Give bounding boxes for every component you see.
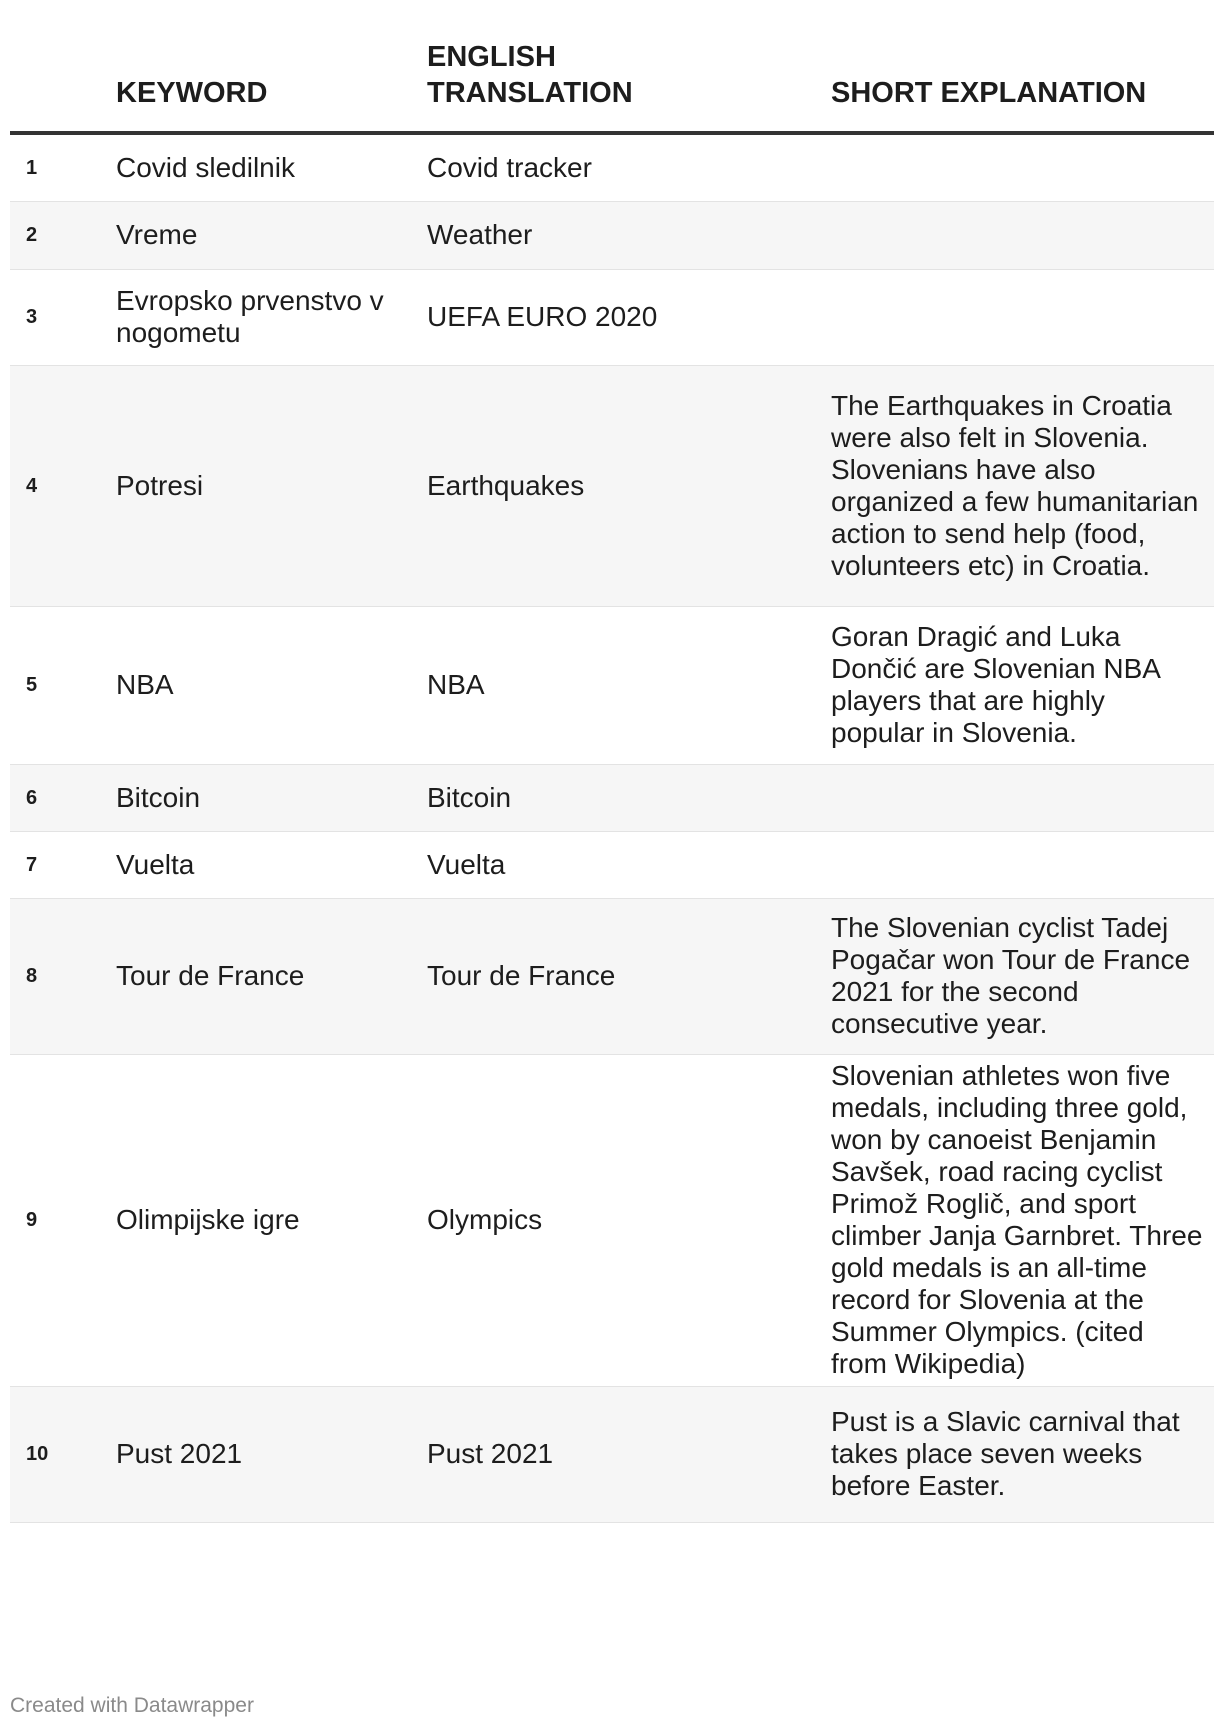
row-rank: 4 <box>10 365 116 606</box>
row-explanation <box>831 831 1214 898</box>
header-explanation[interactable]: SHORT EXPLANATION <box>831 0 1214 133</box>
keyword-table-container <box>10 0 1214 1523</box>
row-rank: 7 <box>10 831 116 898</box>
table-row <box>10 269 1214 365</box>
header-translation-line2: TRANSLATION <box>427 77 633 109</box>
header-rank <box>10 0 116 133</box>
table-row <box>10 201 1214 269</box>
table-row <box>10 898 1214 1054</box>
row-explanation: Goran Dragić and Luka Dončić are Slovenian NBA players that are highly popular in Slovenia. <box>831 606 1214 764</box>
row-explanation: Slovenian athletes won five medals, including three gold, won by canoeist Benjamin Savšek, road racing cyclist Primož Roglič, and sport climber Janja Garnbret. Three gold medals is an all-time record for Slovenia at the Summer Olympics. (cited from Wikipedia) <box>831 1054 1214 1386</box>
row-keyword: Pust 2021 <box>116 1386 427 1522</box>
row-rank: 3 <box>10 269 116 365</box>
row-keyword: Vreme <box>116 201 427 269</box>
row-keyword: NBA <box>116 606 427 764</box>
row-explanation: The Slovenian cyclist Tadej Pogačar won Tour de France 2021 for the second consecutive year. <box>831 898 1214 1054</box>
row-explanation <box>831 269 1214 365</box>
row-rank: 9 <box>10 1054 116 1386</box>
row-translation: UEFA EURO 2020 <box>427 269 831 365</box>
header-keyword[interactable]: KEYWORD <box>116 0 427 133</box>
row-translation: Tour de France <box>427 898 831 1054</box>
header-translation[interactable] <box>427 0 831 133</box>
table-row <box>10 365 1214 606</box>
row-translation: Weather <box>427 201 831 269</box>
row-keyword: Tour de France <box>116 898 427 1054</box>
row-translation: Bitcoin <box>427 764 831 831</box>
row-explanation <box>831 764 1214 831</box>
header-translation-line1: ENGLISH <box>427 41 556 73</box>
row-rank: 1 <box>10 133 116 201</box>
row-translation: Vuelta <box>427 831 831 898</box>
row-keyword: Potresi <box>116 365 427 606</box>
table-row <box>10 1054 1214 1386</box>
row-explanation <box>831 133 1214 201</box>
table-row <box>10 606 1214 764</box>
row-translation: NBA <box>427 606 831 764</box>
row-keyword: Evropsko prvenstvo v nogometu <box>116 269 427 365</box>
row-rank: 10 <box>10 1386 116 1522</box>
row-keyword: Bitcoin <box>116 764 427 831</box>
row-rank: 5 <box>10 606 116 764</box>
row-rank: 6 <box>10 764 116 831</box>
keyword-table <box>10 0 1214 1523</box>
row-explanation <box>831 201 1214 269</box>
row-explanation: Pust is a Slavic carnival that takes place seven weeks before Easter. <box>831 1386 1214 1522</box>
row-translation: Olympics <box>427 1054 831 1386</box>
table-row <box>10 133 1214 201</box>
row-keyword: Vuelta <box>116 831 427 898</box>
row-translation: Pust 2021 <box>427 1386 831 1522</box>
datawrapper-credit[interactable]: Created with Datawrapper <box>10 1694 254 1717</box>
row-keyword: Covid sledilnik <box>116 133 427 201</box>
row-rank: 8 <box>10 898 116 1054</box>
table-row <box>10 764 1214 831</box>
table-row <box>10 1386 1214 1522</box>
row-translation: Covid tracker <box>427 133 831 201</box>
table-row <box>10 831 1214 898</box>
row-explanation: The Earthquakes in Croatia were also felt in Slovenia. Slovenians have also organized a few humanitarian action to send help (food, volunteers etc) in Croatia. <box>831 365 1214 606</box>
row-translation: Earthquakes <box>427 365 831 606</box>
table-header-row <box>10 0 1214 133</box>
row-keyword: Olimpijske igre <box>116 1054 427 1386</box>
row-rank: 2 <box>10 201 116 269</box>
